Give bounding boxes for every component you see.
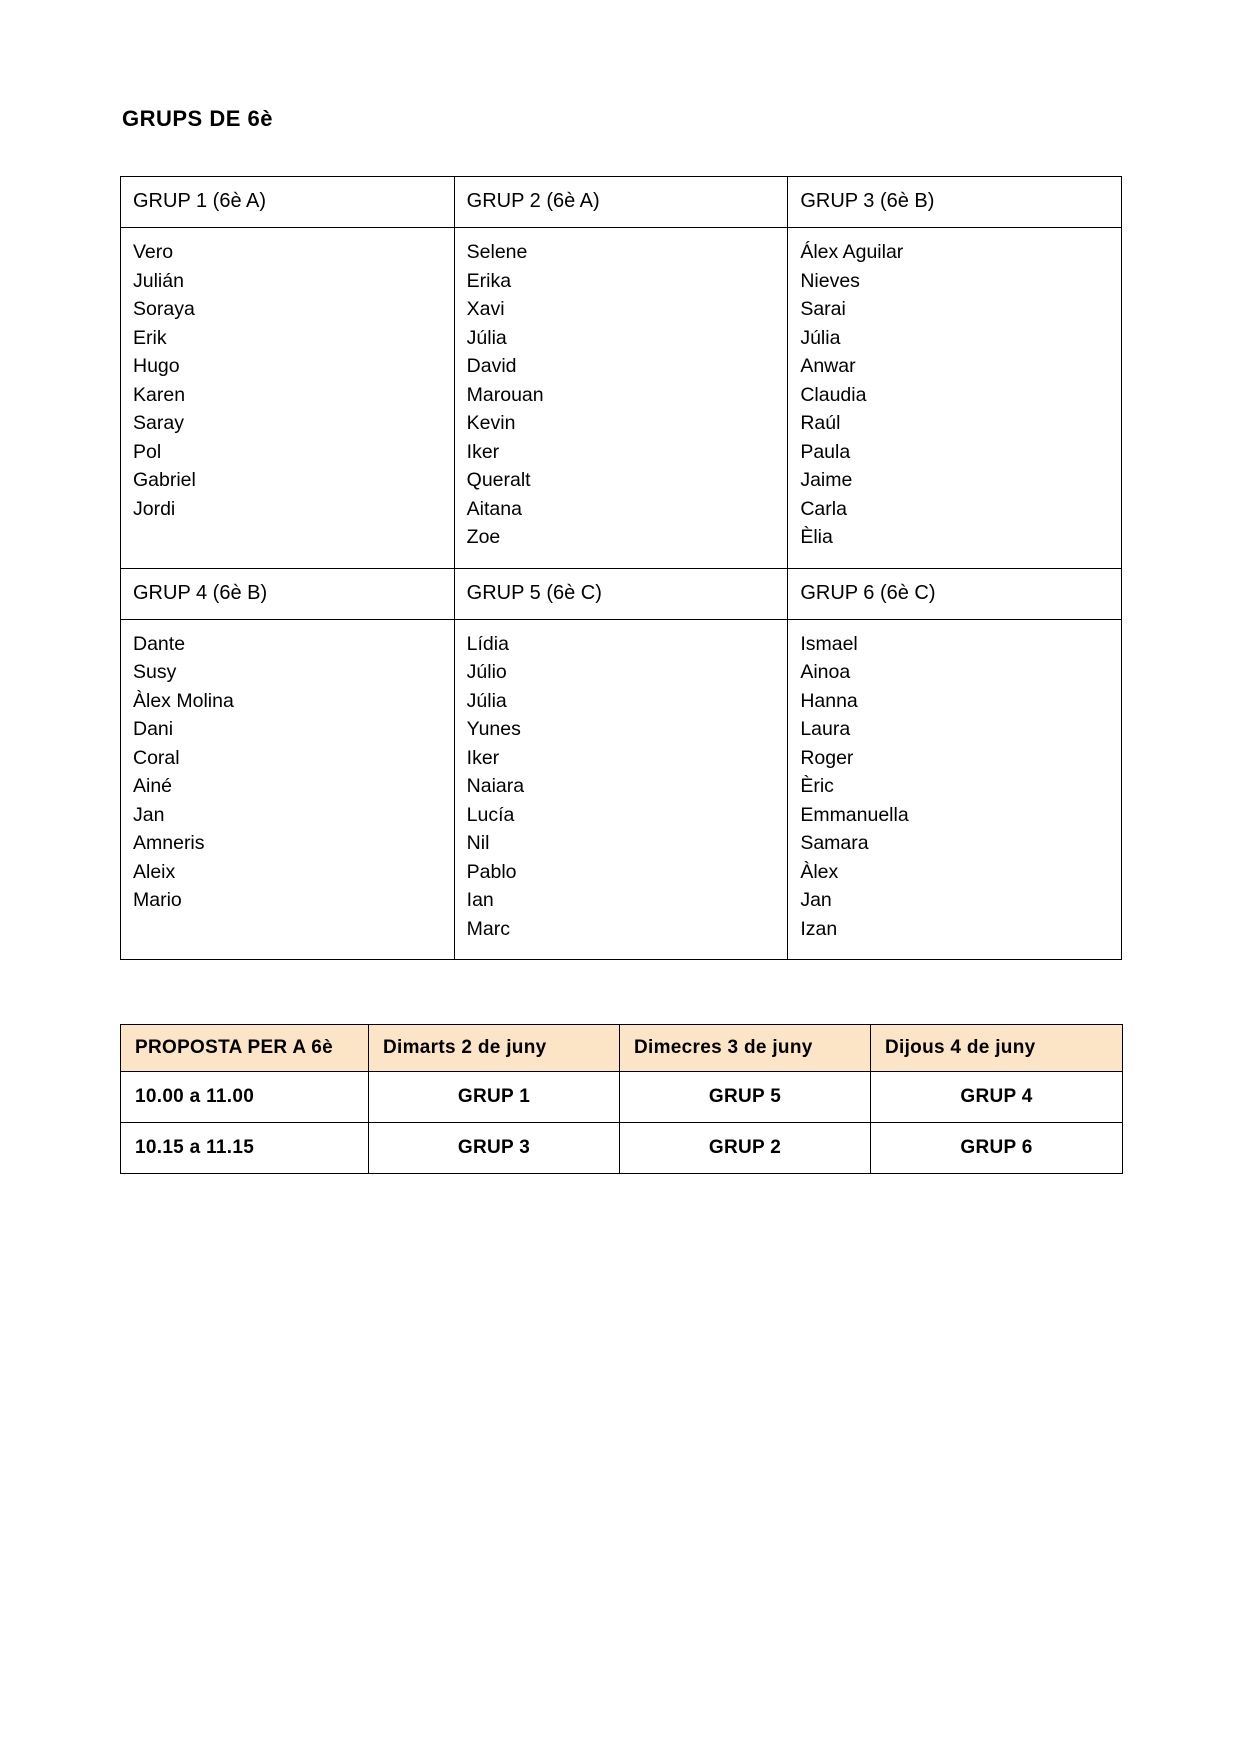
student-name: Susy (133, 661, 177, 683)
schedule-group-cell: GRUP 6 (871, 1123, 1123, 1174)
student-name: Kevin (466, 412, 516, 434)
student-name: Izan (800, 917, 838, 940)
student-name: Jan (800, 889, 832, 911)
group-names-cell (788, 619, 1122, 960)
student-name: Iker (466, 746, 500, 769)
schedule-header-row (121, 1025, 1123, 1072)
student-name: Coral (133, 746, 180, 769)
schedule-row (121, 1072, 1123, 1123)
schedule-table (120, 1024, 1123, 1174)
student-name: Ian (466, 889, 494, 911)
student-name: Raúl (800, 412, 841, 434)
student-name: Marouan (466, 383, 544, 406)
group-names-row (121, 619, 1122, 960)
schedule-group-cell: GRUP 4 (871, 1072, 1123, 1123)
schedule-time-cell: 10.15 a 11.15 (121, 1123, 369, 1174)
student-name: Ainé (133, 775, 173, 797)
student-name: Erik (133, 326, 167, 349)
schedule-row (121, 1123, 1123, 1174)
group-names-cell (454, 619, 788, 960)
schedule-group-cell: GRUP 2 (620, 1123, 871, 1174)
schedule-group-cell: GRUP 1 (369, 1072, 620, 1123)
student-name: Sarai (800, 298, 846, 320)
student-name: Dante (133, 632, 186, 655)
student-name: Selene (466, 241, 528, 263)
student-name: Roger (800, 746, 854, 769)
page-title: GRUPS DE 6è (122, 106, 273, 131)
student-name: Vero (133, 241, 174, 263)
student-name: Álex Aguilar (800, 241, 904, 263)
group-header-cell: GRUP 3 (6è B) (788, 177, 1122, 228)
group-names-cell (121, 228, 455, 569)
student-name: Jordi (133, 497, 176, 520)
student-name: Anwar (800, 355, 856, 377)
group-header-cell: GRUP 1 (6è A) (121, 177, 455, 228)
student-name: Mario (133, 889, 182, 911)
student-name: Erika (466, 269, 512, 292)
student-name: Ismael (800, 632, 858, 655)
schedule-header-cell: Dijous 4 de juny (871, 1025, 1123, 1072)
schedule-group-cell: GRUP 3 (369, 1123, 620, 1174)
group-names-cell (788, 228, 1122, 569)
student-name: Èlia (800, 526, 833, 548)
student-name: Samara (800, 832, 869, 854)
student-name: Lídia (466, 632, 509, 655)
student-name: Júlia (800, 326, 841, 349)
student-name: Aitana (466, 497, 522, 520)
student-name: Júlia (466, 326, 507, 349)
student-name: David (466, 355, 517, 377)
student-name: Amneris (133, 832, 205, 854)
group-header-cell: GRUP 2 (6è A) (454, 177, 788, 228)
schedule-group-cell: GRUP 5 (620, 1072, 871, 1123)
student-name: Saray (133, 412, 184, 434)
group-header-cell: GRUP 4 (6è B) (121, 568, 455, 619)
group-names-cell (454, 228, 788, 569)
student-name: Julián (133, 269, 184, 292)
student-name: Carla (800, 497, 847, 520)
schedule-time-cell: 10.00 a 11.00 (121, 1072, 369, 1123)
student-name: Èric (800, 775, 834, 797)
group-header-row (121, 177, 1122, 228)
student-name: Paula (800, 440, 851, 463)
student-name: Aleix (133, 860, 176, 883)
groups-table (120, 176, 1122, 960)
group-names-row (121, 228, 1122, 569)
student-name: Nil (466, 832, 490, 854)
student-name: Ainoa (800, 661, 851, 683)
student-name: Emmanuella (800, 803, 909, 826)
student-name: Dani (133, 718, 174, 740)
student-name: Yunes (466, 718, 521, 740)
schedule-header-cell: PROPOSTA PER A 6è (121, 1025, 369, 1072)
student-name: Xavi (466, 298, 505, 320)
student-name: Gabriel (133, 469, 196, 491)
student-name: Claudia (800, 383, 867, 406)
student-name: Pablo (466, 860, 517, 883)
student-name: Hugo (133, 355, 180, 377)
student-name: Júlia (466, 689, 507, 712)
student-name: Naiara (466, 775, 525, 797)
student-name: Queralt (466, 469, 531, 491)
student-name: Laura (800, 718, 851, 740)
student-name: Àlex Molina (133, 689, 234, 712)
student-name: Pol (133, 440, 162, 463)
group-header-cell: GRUP 6 (6è C) (788, 568, 1122, 619)
group-header-row (121, 568, 1122, 619)
student-name: Jan (133, 803, 165, 826)
student-name: Nieves (800, 269, 860, 292)
student-name: Hanna (800, 689, 858, 712)
student-name: Zoe (466, 526, 501, 548)
student-name: Àlex (800, 860, 839, 883)
group-names-cell (121, 619, 455, 960)
student-name: Júlio (466, 661, 507, 683)
student-name: Jaime (800, 469, 853, 491)
student-name: Iker (466, 440, 500, 463)
group-header-cell: GRUP 5 (6è C) (454, 568, 788, 619)
schedule-header-cell: Dimarts 2 de juny (369, 1025, 620, 1072)
student-name: Karen (133, 383, 186, 406)
schedule-header-cell: Dimecres 3 de juny (620, 1025, 871, 1072)
student-name: Marc (466, 917, 510, 940)
student-name: Lucía (466, 803, 515, 826)
student-name: Soraya (133, 298, 195, 320)
